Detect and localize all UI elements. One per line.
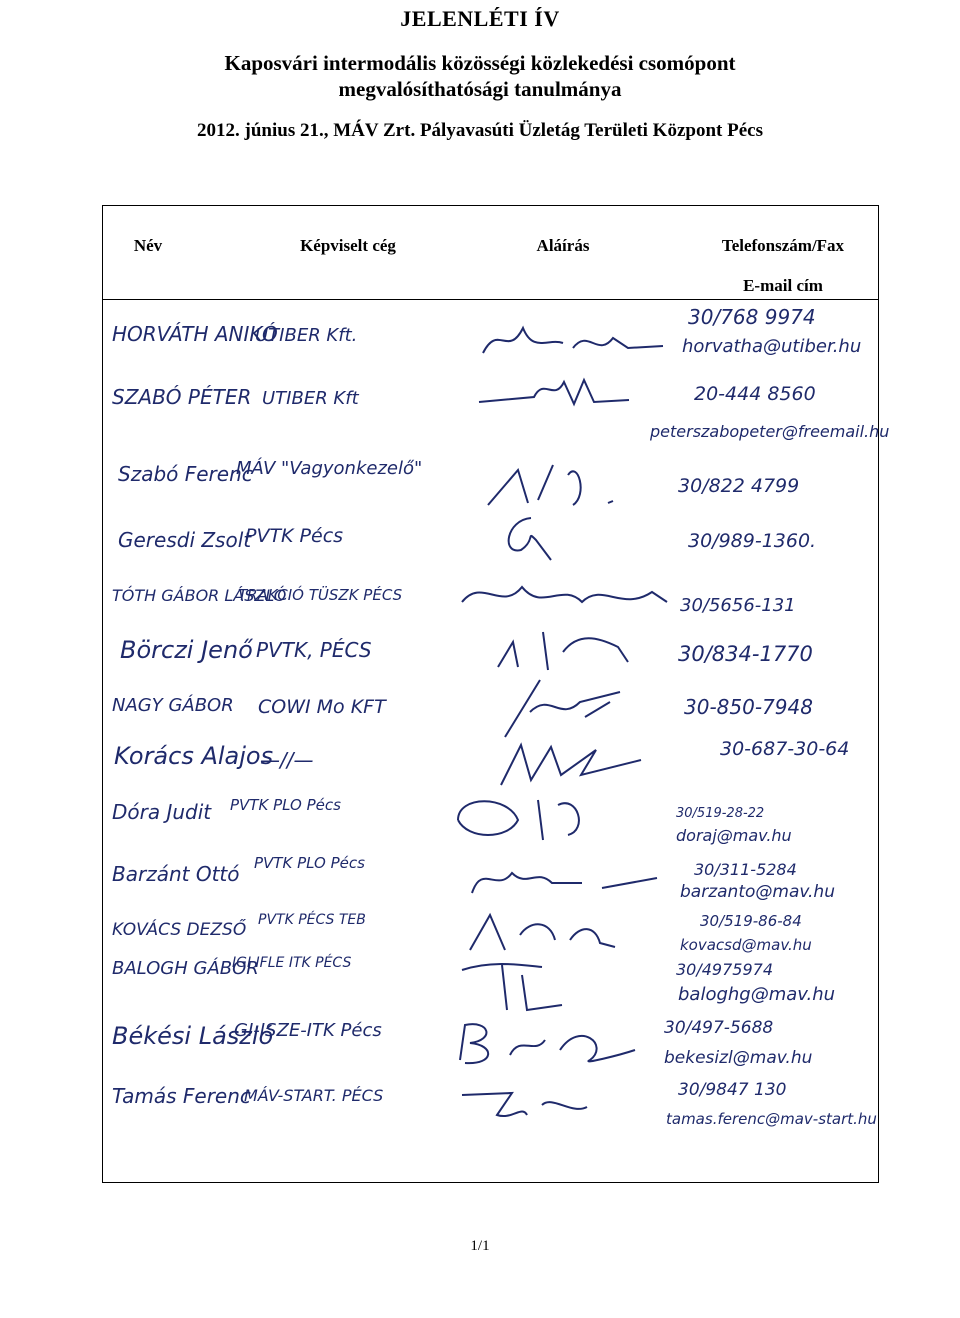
column-header-signature: Aláírás: [536, 236, 590, 255]
row-name: Geresdi Zsolt: [118, 528, 252, 552]
row-email: bekesizl@mav.hu: [664, 1048, 813, 1068]
row-name: BALOGH GÁBOR: [112, 958, 259, 979]
row-name: HORVÁTH ANIKÓ: [112, 322, 278, 346]
row-signature: [452, 955, 572, 1015]
column-header-company: Képviselt cég: [300, 236, 396, 255]
row-signature: [500, 672, 640, 740]
row-email: doraj@mav.hu: [676, 826, 792, 845]
row-signature: [488, 622, 638, 674]
row-name: Tamás Ferenc: [112, 1084, 251, 1108]
row-email: kovacsd@mav.hu: [680, 936, 812, 954]
row-phone: 30/497-5688: [664, 1018, 774, 1038]
row-name: TÓTH GÁBOR LÁSZLÓ: [112, 586, 287, 605]
row-signature: [478, 455, 628, 510]
row-name: Szabó Ferenc: [118, 462, 253, 486]
row-name: Börczi Jenő: [120, 636, 253, 664]
row-name: Békési László: [112, 1022, 274, 1050]
column-header-contact: Telefonszám/Fax: [721, 236, 845, 255]
row-signature: [478, 318, 668, 368]
row-company: MÁV-START. PÉCS: [244, 1086, 384, 1105]
page-title: JELENLÉTI ÍV: [400, 6, 560, 31]
row-phone: 30-687-30-64: [720, 738, 850, 760]
row-company: —//—: [260, 748, 314, 772]
document-subtitle-line2: megvalósíthatósági tanulmánya: [338, 77, 622, 101]
row-name: Barzánt Ottó: [112, 862, 240, 886]
row-phone: 30/989-1360.: [688, 530, 817, 552]
row-phone: 20-444 8560: [694, 383, 816, 405]
row-signature: [462, 858, 662, 898]
row-name: KOVÁCS DEZSŐ: [112, 920, 247, 940]
row-signature: [496, 735, 646, 790]
row-signature: [496, 510, 556, 570]
row-name: Korács Alajos: [114, 742, 274, 770]
row-phone: 30/311-5284: [694, 860, 797, 879]
row-company: COWI Mo KFT: [258, 696, 386, 718]
row-email: baloghg@mav.hu: [678, 984, 836, 1005]
row-phone: 30-850-7948: [684, 695, 813, 719]
row-company: PVTK Pécs: [245, 525, 344, 547]
document-subtitle-line1: Kaposvári intermodális közösségi közlekedési csomópont: [224, 51, 736, 75]
row-phone: 30/834-1770: [678, 642, 813, 666]
row-email: tamas.ferenc@mav-start.hu: [666, 1110, 877, 1128]
row-signature: [460, 905, 620, 955]
row-email: barzanto@mav.hu: [680, 882, 835, 902]
row-name: Dóra Judit: [112, 800, 212, 824]
row-name: NAGY GÁBOR: [112, 695, 234, 716]
row-phone: 30/519-28-22: [676, 806, 765, 821]
row-email: horvatha@utiber.hu: [682, 336, 862, 357]
row-company: GI-ISZE-ITK Pécs: [234, 1020, 382, 1041]
row-company: PVTK PLO Pécs: [230, 796, 341, 814]
page-number: 1/1: [470, 1238, 490, 1254]
row-phone: 30/5656-131: [680, 595, 796, 616]
row-signature: [450, 1015, 640, 1070]
row-company: PVTK PLO Pécs: [254, 854, 365, 872]
row-company: UTIBER Kft: [262, 388, 359, 409]
date-location-line: 2012. június 21., MÁV Zrt. Pályavasúti Üzletág Területi Központ Pécs: [197, 120, 763, 141]
row-company: PVTK, PÉCS: [256, 638, 372, 662]
column-header-name: Név: [133, 236, 163, 255]
row-signature: [452, 1085, 592, 1125]
row-company: TRAKCIÓ TÜSZK PÉCS: [238, 586, 403, 604]
row-signature: [452, 572, 672, 620]
row-company: IGI IFLE ITK PÉCS: [232, 955, 352, 971]
row-name: SZABÓ PÉTER: [112, 385, 252, 409]
column-header-email: E-mail cím: [743, 276, 823, 295]
row-phone: 30/519-86-84: [700, 912, 802, 930]
row-company: UTIBER Kft.: [255, 325, 358, 346]
row-phone: 30/9847 130: [678, 1080, 787, 1100]
row-email: peterszabopeter@freemail.hu: [650, 422, 890, 441]
header-divider: [103, 299, 878, 300]
row-company: MÁV "Vagyonkezelő": [236, 458, 423, 479]
row-phone: 30/4975974: [676, 960, 774, 979]
row-phone: 30/768 9974: [688, 305, 816, 329]
row-signature: [474, 372, 634, 412]
row-phone: 30/822 4799: [678, 475, 800, 497]
row-signature: [448, 790, 608, 845]
row-company: PVTK PÉCS TEB: [258, 912, 366, 928]
